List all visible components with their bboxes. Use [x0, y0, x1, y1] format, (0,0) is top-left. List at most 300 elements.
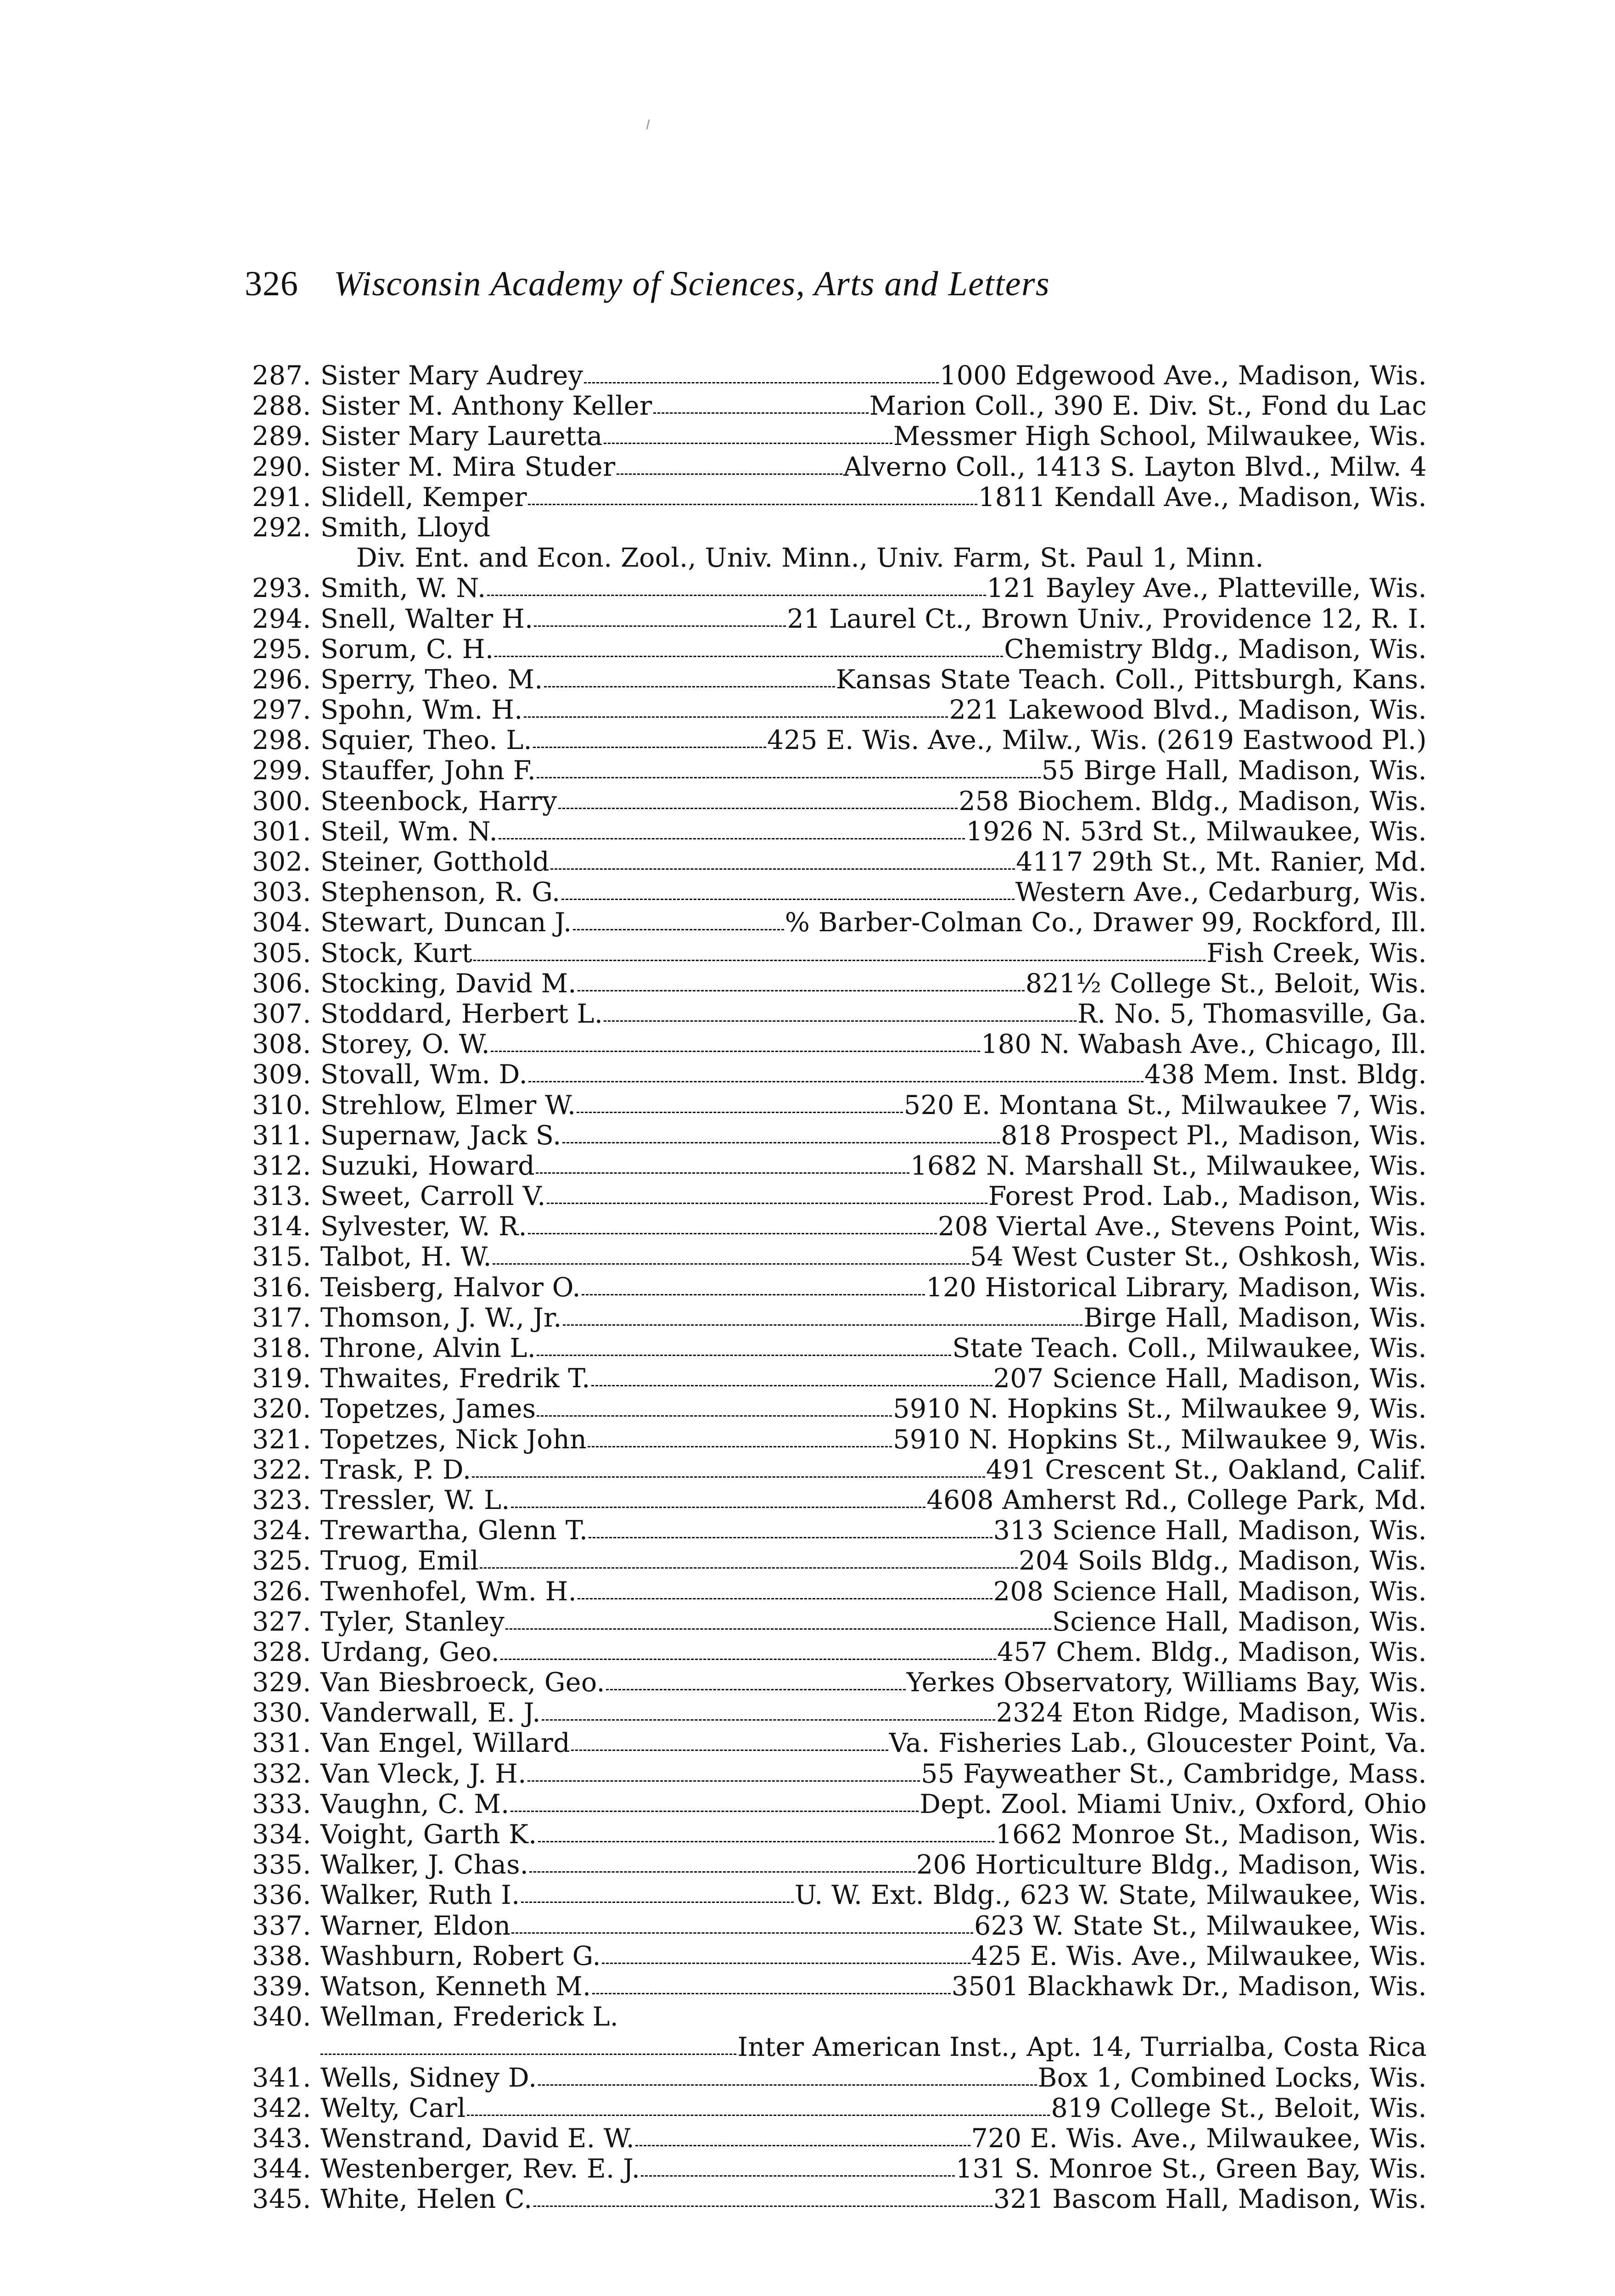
entry-number: 291.: [252, 482, 311, 512]
dotted-leader: [511, 1930, 973, 1934]
entry-address: 821½ College St., Beloit, Wis.: [1025, 968, 1427, 999]
entry-number: 331.: [252, 1728, 311, 1759]
list-item: [242, 2184, 1427, 2214]
entry-number: 338.: [252, 1941, 311, 1971]
entry-name: Sperry, Theo. M.: [320, 664, 543, 695]
entry-number: 292.: [252, 512, 311, 543]
entry-address: 55 Birge Hall, Madison, Wis.: [1041, 755, 1427, 786]
entry-name: Stock, Kurt: [320, 938, 473, 968]
entry-address: 425 E. Wis. Ave., Milwaukee, Wis.: [971, 1941, 1427, 1971]
entry-line: [320, 1819, 1427, 1850]
dotted-leader: [582, 1292, 925, 1295]
entry-name: Sister Mary Audrey: [320, 360, 583, 391]
entry-name: Tressler, W. L.: [320, 1485, 510, 1515]
entry-name: Steiner, Gotthold: [320, 847, 550, 877]
entry-address: Birge Hall, Madison, Wis.: [1083, 1302, 1427, 1333]
list-item: [242, 695, 1427, 725]
entry-number: 304.: [252, 907, 311, 938]
list-item: [242, 938, 1427, 968]
entry-name: Twenhofel, Wm. H.: [320, 1576, 577, 1607]
entry-number: 332.: [252, 1758, 311, 1789]
entry-name: Walker, Ruth I.: [320, 1880, 520, 1911]
entry-address: 1662 Monroe St., Madison, Wis.: [995, 1819, 1427, 1850]
dotted-leader: [494, 654, 1003, 657]
entry-address: % Barber-Colman Co., Drawer 99, Rockford, Ill.: [785, 907, 1427, 938]
list-item: [242, 1819, 1427, 1850]
entry-number: 305.: [252, 938, 311, 968]
entry-number: 296.: [252, 664, 311, 695]
list-item: [242, 1272, 1427, 1303]
entry-address: Dept. Zool. Miami Univ., Oxford, Ohio: [920, 1789, 1427, 1819]
entry-line: [320, 1515, 1427, 1546]
entry-address: 425 E. Wis. Ave., Milw., Wis. (2619 Eastwood Pl.): [767, 725, 1427, 756]
entry-line: [320, 816, 1427, 847]
entry-name: Smith, Lloyd: [320, 512, 491, 543]
list-item: [242, 634, 1427, 664]
entry-line: [320, 2184, 1427, 2214]
page-header: [245, 264, 1420, 315]
entry-name: Supernaw, Jack S.: [320, 1120, 561, 1151]
dotted-leader: [536, 1171, 909, 1174]
entry-line: [320, 421, 1427, 451]
entry-name: Truog, Emil: [320, 1546, 479, 1576]
entry-line: [320, 1242, 1427, 1272]
entry-number: 299.: [252, 755, 311, 786]
entry-address: 1811 Kendall Ave., Madison, Wis.: [978, 482, 1427, 512]
dotted-leader: [524, 715, 948, 718]
list-item: [242, 1333, 1427, 1363]
list-item: [242, 1759, 1427, 1789]
entry-address: State Teach. Coll., Milwaukee, Wis.: [952, 1333, 1427, 1363]
dotted-leader: [542, 1717, 995, 1721]
entry-number: 314.: [252, 1211, 311, 1242]
entry-address: R. No. 5, Thomasville, Ga.: [1077, 998, 1427, 1029]
entry-name: Stocking, David M.: [320, 968, 577, 999]
entry-number: 295.: [252, 634, 311, 664]
entry-name: Tyler, Stanley: [320, 1606, 505, 1637]
entry-number: 311.: [252, 1120, 311, 1151]
dotted-leader: [591, 1383, 993, 1386]
entry-name: Van Engel, Willard: [320, 1728, 571, 1759]
entry-address: 5910 N. Hopkins St., Milwaukee 9, Wis.: [893, 1394, 1427, 1424]
dotted-leader: [578, 988, 1025, 991]
dotted-leader: [500, 1657, 996, 1660]
dotted-leader: [472, 1474, 985, 1478]
entry-name: Slidell, Kemper: [320, 482, 527, 512]
entry-name: Walker, J. Chas.: [320, 1850, 529, 1880]
entry-line: [320, 1698, 1427, 1728]
entry-line: [320, 1424, 1427, 1455]
list-item: [242, 1394, 1427, 1424]
list-item: [242, 1728, 1427, 1758]
entry-number: 323.: [252, 1485, 311, 1515]
entry-number: 341.: [252, 2062, 311, 2093]
entry-line: [320, 1272, 1427, 1303]
entry-line: [320, 968, 1427, 999]
entry-address: Div. Ent. and Econ. Zool., Univ. Minn., Univ. Farm, St. Paul 1, Minn.: [356, 543, 1264, 574]
dotted-leader: [528, 1231, 937, 1234]
continuation-line: [356, 543, 1427, 573]
entry-line: [320, 360, 1427, 391]
entry-name: Steenbock, Harry: [320, 786, 557, 816]
entry-name: Stoddard, Herbert L.: [320, 998, 603, 1029]
entry-number: 289.: [252, 421, 311, 452]
list-item: [242, 1667, 1427, 1698]
dotted-leader: [511, 1505, 926, 1508]
entry-address: Messmer High School, Milwaukee, Wis.: [893, 421, 1427, 452]
dotted-leader: [562, 1140, 1000, 1143]
entry-address: 54 West Custer St., Oshkosh, Wis.: [970, 1242, 1427, 1272]
entry-line: [320, 1090, 1427, 1120]
entry-line: [320, 999, 1427, 1029]
entry-name: Sister M. Mira Studer: [320, 451, 616, 482]
entry-number: 340.: [252, 2002, 311, 2032]
entry-line: [320, 664, 1427, 695]
dotted-leader: [499, 836, 965, 839]
entry-number: 300.: [252, 786, 311, 816]
running-title: Wisconsin Academy of Sciences, Arts and Letters: [334, 264, 1050, 303]
entry-address: U. W. Ext. Bldg., 623 W. State, Milwaukee, Wis.: [794, 1880, 1427, 1911]
entry-name: Van Vleck, J. H.: [320, 1758, 527, 1789]
entry-line: [320, 1850, 1427, 1880]
list-item: [242, 664, 1427, 695]
entry-address: 818 Prospect Pl., Madison, Wis.: [1001, 1120, 1427, 1151]
entry-line: [320, 452, 1427, 482]
dotted-leader: [617, 472, 843, 475]
list-item-continuation: [242, 543, 1427, 573]
list-item: [242, 1941, 1427, 1971]
entry-line: [320, 1485, 1427, 1515]
entry-address: 457 Chem. Bldg., Madison, Wis.: [997, 1637, 1427, 1667]
entry-name: Sister Mary Lauretta: [320, 421, 603, 452]
entry-line: [320, 1333, 1427, 1363]
entry-address: 208 Science Hall, Madison, Wis.: [993, 1576, 1427, 1607]
entry-number: 336.: [252, 1880, 311, 1911]
list-item: [242, 1120, 1427, 1151]
entry-number: 343.: [252, 2123, 311, 2154]
entry-number: 290.: [252, 451, 311, 482]
list-item: [242, 1242, 1427, 1272]
entry-address: 120 Historical Library, Madison, Wis.: [926, 1272, 1427, 1303]
list-item: [242, 1363, 1427, 1394]
entry-line: [320, 1181, 1427, 1211]
entry-address: Va. Fisheries Lab., Gloucester Point, Va.: [889, 1728, 1427, 1759]
entry-number: 345.: [252, 2184, 311, 2215]
entry-number: 312.: [252, 1150, 311, 1181]
entry-number: 315.: [252, 1242, 311, 1272]
entry-number: 294.: [252, 603, 311, 634]
entry-address: 4117 29th St., Mt. Ranier, Md.: [1016, 847, 1427, 877]
entry-line: [320, 2123, 1427, 2154]
entry-address: 623 W. State St., Milwaukee, Wis.: [974, 1910, 1427, 1941]
dotted-leader: [320, 2052, 736, 2055]
list-item: [242, 1181, 1427, 1211]
list-item: [242, 604, 1427, 634]
entry-address: 438 Mem. Inst. Bldg.: [1144, 1059, 1427, 1090]
entry-number: 333.: [252, 1789, 311, 1819]
entry-number: 319.: [252, 1363, 311, 1394]
entry-name: Welty, Carl: [320, 2093, 466, 2123]
entry-address: Fish Creek, Wis.: [1206, 938, 1427, 968]
dotted-leader: [588, 1444, 892, 1447]
list-item: [242, 1151, 1427, 1181]
list-item: [242, 968, 1427, 999]
entry-line: [320, 1455, 1427, 1485]
entry-address: Alverno Coll., 1413 S. Layton Blvd., Milw. 4: [843, 451, 1427, 482]
list-item: [242, 573, 1427, 603]
list-item: [242, 512, 1427, 543]
entry-name: Wellman, Frederick L.: [320, 2002, 619, 2032]
entry-name: Stovall, Wm. D.: [320, 1059, 528, 1090]
entry-line: [320, 1029, 1427, 1059]
dotted-leader: [533, 2204, 993, 2207]
entry-name: Spohn, Wm. H.: [320, 695, 523, 726]
list-item: [242, 452, 1427, 482]
dotted-leader: [537, 1413, 892, 1417]
entry-line: [320, 512, 1427, 543]
entry-address: 208 Viertal Ave., Stevens Point, Wis.: [938, 1211, 1427, 1242]
dotted-leader: [521, 1900, 794, 1903]
entry-number: 303.: [252, 877, 311, 908]
dotted-leader: [527, 1778, 920, 1782]
entry-line: [320, 634, 1427, 664]
entry-address: 720 E. Wis. Ave., Milwaukee, Wis.: [971, 2123, 1427, 2154]
list-item: [242, 421, 1427, 451]
entry-name: Talbot, H. W.: [320, 1242, 492, 1272]
entry-line: [320, 847, 1427, 877]
dotted-leader: [602, 1961, 970, 1964]
entry-name: Storey, O. W.: [320, 1029, 490, 1060]
entry-address: Chemistry Bldg., Madison, Wis.: [1004, 634, 1427, 664]
entry-address: 258 Biochem. Bldg., Madison, Wis.: [959, 786, 1427, 816]
entry-number: 329.: [252, 1667, 311, 1698]
list-item: [242, 1303, 1427, 1333]
entry-name: Vaughn, C. M.: [320, 1789, 510, 1819]
list-item: [242, 1789, 1427, 1819]
entry-name: Stauffer, John F.: [320, 755, 536, 786]
entry-name: Steil, Wm. N.: [320, 816, 498, 847]
dotted-leader: [578, 1596, 992, 1599]
list-item: [242, 482, 1427, 512]
list-item: [242, 725, 1427, 755]
entry-address: 3501 Blackhawk Dr., Madison, Wis.: [951, 1971, 1427, 2002]
entry-number: 337.: [252, 1910, 311, 1941]
entry-name: Teisberg, Halvor O.: [320, 1272, 581, 1303]
entry-number: 339.: [252, 1971, 311, 2002]
entry-name: Voight, Garth K.: [320, 1819, 537, 1850]
dotted-leader: [528, 1079, 1144, 1082]
list-item: [242, 391, 1427, 421]
entry-line: [320, 1394, 1427, 1424]
entry-name: Westenberger, Rev. E. J.: [320, 2154, 640, 2184]
entry-number: 322.: [252, 1454, 311, 1485]
entry-line: [320, 907, 1427, 938]
entry-number: 342.: [252, 2093, 311, 2123]
list-item: [242, 1090, 1427, 1120]
entry-number: 288.: [252, 391, 311, 422]
entry-number: 324.: [252, 1515, 311, 1546]
dotted-leader: [571, 1748, 888, 1751]
entry-number: 326.: [252, 1576, 311, 1607]
entry-address: 180 N. Wabash Ave., Chicago, Ill.: [981, 1029, 1427, 1060]
entry-number: 302.: [252, 847, 311, 877]
entry-line: [320, 2154, 1427, 2184]
scan-speck: [646, 119, 650, 129]
entry-line: [320, 1637, 1427, 1667]
entry-line: [320, 2063, 1427, 2093]
entry-address: Marion Coll., 390 E. Div. St., Fond du Lac: [869, 391, 1427, 422]
entry-line: [320, 1941, 1427, 1971]
list-item: [242, 1850, 1427, 1880]
entry-line: [320, 938, 1427, 968]
entry-name: Thomson, J. W., Jr.: [320, 1302, 562, 1333]
entry-line: [320, 695, 1427, 725]
entry-name: Vanderwall, E. J.: [320, 1698, 541, 1728]
entry-name: Urdang, Geo.: [320, 1637, 500, 1667]
entry-name: Wenstrand, David E. W.: [320, 2123, 635, 2154]
list-item: [242, 1637, 1427, 1667]
entry-address: 204 Soils Bldg., Madison, Wis.: [1019, 1546, 1427, 1576]
entry-address: 1682 N. Marshall St., Milwaukee, Wis.: [910, 1150, 1427, 1181]
entry-number: 293.: [252, 573, 311, 604]
entry-name: Sorum, C. H.: [320, 634, 494, 664]
dotted-leader: [584, 380, 939, 383]
entry-line: [320, 1120, 1427, 1151]
dotted-leader: [491, 1049, 980, 1052]
entry-name: Washburn, Robert G.: [320, 1941, 601, 1971]
list-item: [242, 1698, 1427, 1728]
dotted-leader: [653, 411, 869, 414]
entry-number: 328.: [252, 1637, 311, 1667]
entry-line: [320, 573, 1427, 603]
dotted-leader: [547, 1201, 987, 1204]
dotted-leader: [561, 897, 1015, 900]
entry-number: 320.: [252, 1394, 311, 1424]
list-item: [242, 847, 1427, 877]
entry-address: Yerkes Observatory, Williams Bay, Wis.: [906, 1667, 1427, 1698]
entry-address: 221 Lakewood Blvd., Madison, Wis.: [949, 695, 1427, 726]
entry-number: 310.: [252, 1090, 311, 1120]
entry-line: [320, 1576, 1427, 1607]
entry-name: Sylvester, W. R.: [320, 1211, 527, 1242]
entry-name: Topetzes, James: [320, 1394, 536, 1424]
dotted-leader: [480, 1565, 1018, 1569]
list-item: [242, 2002, 1427, 2032]
entry-name: Van Biesbroeck, Geo.: [320, 1667, 606, 1698]
dotted-leader: [534, 624, 786, 627]
dotted-leader: [606, 1687, 906, 1690]
dotted-leader: [550, 867, 1015, 870]
entry-line: [320, 1303, 1427, 1333]
entry-name: Trewartha, Glenn T.: [320, 1515, 588, 1546]
entry-line: [320, 2002, 1427, 2032]
entry-name: Squier, Theo. L.: [320, 725, 533, 756]
list-item: [242, 1029, 1427, 1059]
entry-line: [320, 482, 1427, 512]
entry-address: 819 College St., Beloit, Wis.: [1051, 2093, 1427, 2123]
entry-address: 121 Bayley Ave., Platteville, Wis.: [987, 573, 1427, 604]
dotted-leader: [592, 1991, 951, 1994]
entry-name: Stephenson, R. G.: [320, 877, 561, 908]
dotted-leader: [537, 1353, 951, 1356]
entry-name: Warner, Eldon: [320, 1910, 511, 1941]
dotted-leader: [604, 1019, 1077, 1022]
dotted-leader: [544, 684, 835, 687]
entry-number: 321.: [252, 1424, 311, 1455]
entry-line: [320, 786, 1427, 816]
entry-name: Watson, Kenneth M.: [320, 1971, 591, 2002]
list-item: [242, 999, 1427, 1029]
list-item: [242, 786, 1427, 816]
entry-number: 308.: [252, 1029, 311, 1060]
entry-number: 287.: [252, 360, 311, 391]
list-item: [242, 877, 1427, 907]
entry-address: 4608 Amherst Rd., College Park, Md.: [926, 1485, 1427, 1515]
list-item: [242, 907, 1427, 938]
entry-line: [320, 1911, 1427, 1941]
entry-number: 330.: [252, 1698, 311, 1728]
entry-line: [320, 1151, 1427, 1181]
entry-number: 297.: [252, 695, 311, 726]
list-item: [242, 1485, 1427, 1515]
entry-address: 491 Crescent St., Oakland, Calif.: [986, 1454, 1427, 1485]
entry-name: Sweet, Carroll V.: [320, 1181, 546, 1212]
list-item: [242, 1607, 1427, 1637]
entry-name: Wells, Sidney D.: [320, 2062, 537, 2093]
entry-name: Throne, Alvin L.: [320, 1333, 536, 1363]
entry-number: 313.: [252, 1181, 311, 1212]
entry-name: Thwaites, Fredrik T.: [320, 1363, 590, 1394]
list-item: [242, 1424, 1427, 1455]
dotted-leader: [493, 1261, 969, 1265]
entry-address: 131 S. Monroe St., Green Bay, Wis.: [955, 2154, 1427, 2184]
entry-number: 316.: [252, 1272, 311, 1303]
list-item: [242, 360, 1427, 391]
list-item: [242, 1880, 1427, 1910]
entry-line: [320, 2093, 1427, 2123]
entry-name: Topetzes, Nick John: [320, 1424, 587, 1455]
dotted-leader: [467, 2113, 1050, 2116]
entry-address: 55 Fayweather St., Cambridge, Mass.: [921, 1758, 1427, 1789]
entry-line: [320, 1211, 1427, 1242]
membership-list: [242, 360, 1427, 2214]
entry-address: 313 Science Hall, Madison, Wis.: [993, 1515, 1427, 1546]
entry-line: [320, 1546, 1427, 1576]
entry-name: Strehlow, Elmer W.: [320, 1090, 576, 1120]
entry-line: [320, 1059, 1427, 1090]
entry-address: 5910 N. Hopkins St., Milwaukee 9, Wis.: [893, 1424, 1427, 1455]
entry-address: 1000 Edgewood Ave., Madison, Wis.: [940, 360, 1427, 391]
list-item: [242, 1546, 1427, 1576]
entry-number: 335.: [252, 1850, 311, 1880]
list-item: [242, 1059, 1427, 1090]
entry-line: [320, 1363, 1427, 1394]
entry-address: Western Ave., Cedarburg, Wis.: [1015, 877, 1427, 908]
dotted-leader: [589, 1535, 992, 1538]
entry-line: [320, 1971, 1427, 2002]
entry-number: 325.: [252, 1546, 311, 1576]
entry-line: [320, 755, 1427, 786]
entry-number: 334.: [252, 1819, 311, 1850]
entry-name: Suzuki, Howard: [320, 1150, 535, 1181]
entry-name: Stewart, Duncan J.: [320, 907, 572, 938]
list-item: [242, 755, 1427, 786]
dotted-leader: [487, 593, 986, 596]
entry-number: 318.: [252, 1333, 311, 1363]
entry-line: [320, 725, 1427, 755]
dotted-leader: [577, 1110, 903, 1113]
entry-address: 206 Horticulture Bldg., Madison, Wis.: [916, 1850, 1427, 1880]
